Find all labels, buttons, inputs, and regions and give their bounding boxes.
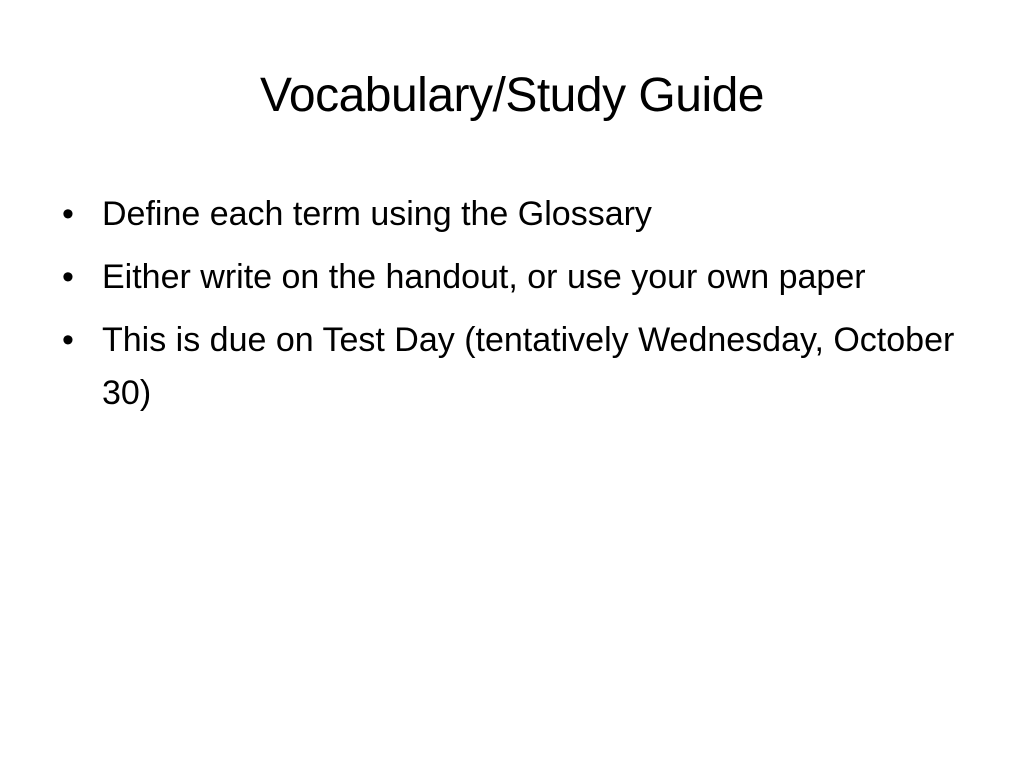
bullet-dot-icon: • (62, 321, 74, 359)
bullet-item-handout (62, 251, 962, 304)
bullet-item-due-date (62, 314, 962, 420)
bullet-text: This is due on Test Day (tentatively Wednesday, October 30) (102, 321, 955, 412)
bullet-list (62, 188, 962, 430)
bullet-text: Define each term using the Glossary (102, 195, 652, 233)
bullet-dot-icon: • (62, 258, 74, 296)
bullet-item-glossary (62, 188, 962, 241)
bullet-dot-icon: • (62, 195, 74, 233)
slide-title: Vocabulary/Study Guide (260, 69, 764, 122)
bullet-text: Either write on the handout, or use your own paper (102, 258, 866, 296)
